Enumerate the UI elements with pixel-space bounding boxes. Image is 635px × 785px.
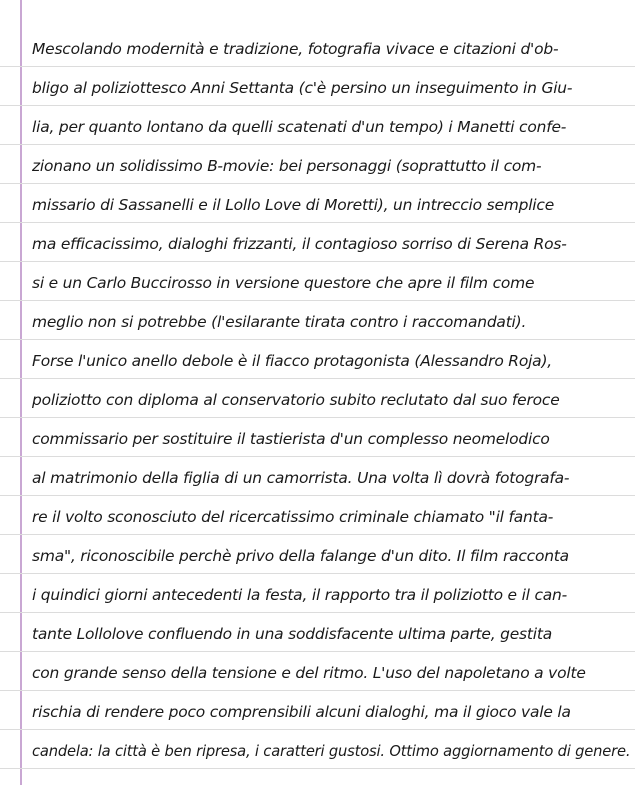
- text-line-19: candela: la città è ben ripresa, i caratteri gustosi. Ottimo aggiornamento di genere.: [32, 742, 631, 760]
- margin-rule: [20, 0, 22, 785]
- text-line-7: si e un Carlo Buccirosso in versione questore che apre il film come: [32, 274, 535, 292]
- handwritten-text-block: [32, 0, 632, 785]
- text-line-2: bligo al poliziottesco Anni Settanta (c'è persino un inseguimento in Giu-: [32, 79, 573, 97]
- text-line-4: zionano un solidissimo B-movie: bei personaggi (soprattutto il com-: [32, 157, 542, 175]
- text-line-10: poliziotto con diploma al conservatorio subito reclutato dal suo feroce: [32, 391, 560, 409]
- text-line-14: sma", riconoscibile perchè privo della falange d'un dito. Il film racconta: [32, 547, 569, 565]
- text-line-16: tante Lollolove confluendo in una soddisfacente ultima parte, gestita: [32, 625, 552, 643]
- text-line-11: commissario per sostituire il tastierista d'un complesso neomelodico: [32, 430, 550, 448]
- text-line-17: con grande senso della tensione e del ritmo. L'uso del napoletano a volte: [32, 664, 586, 682]
- text-line-15: i quindici giorni antecedenti la festa, il rapporto tra il poliziotto e il can-: [32, 586, 568, 604]
- text-line-5: missario di Sassanelli e il Lollo Love di Moretti), un intreccio semplice: [32, 196, 555, 214]
- text-line-18: rischia di rendere poco comprensibili alcuni dialoghi, ma il gioco vale la: [32, 703, 571, 721]
- text-line-8: meglio non si potrebbe (l'esilarante tirata contro i raccomandati).: [32, 313, 527, 331]
- text-line-13: re il volto sconosciuto del ricercatissimo criminale chiamato "il fanta-: [32, 508, 554, 526]
- text-line-12: al matrimonio della figlia di un camorrista. Una volta lì dovrà fotografa-: [32, 469, 570, 487]
- text-line-3: lia, per quanto lontano da quelli scatenati d'un tempo) i Manetti confe-: [32, 118, 567, 136]
- text-line-6: ma efficacissimo, dialoghi frizzanti, il contagioso sorriso di Serena Ros-: [32, 235, 567, 253]
- text-line-1: Mescolando modernità e tradizione, fotografia vivace e citazioni d'ob-: [32, 40, 559, 58]
- text-line-9: Forse l'unico anello debole è il fiacco protagonista (Alessandro Roja),: [32, 352, 552, 370]
